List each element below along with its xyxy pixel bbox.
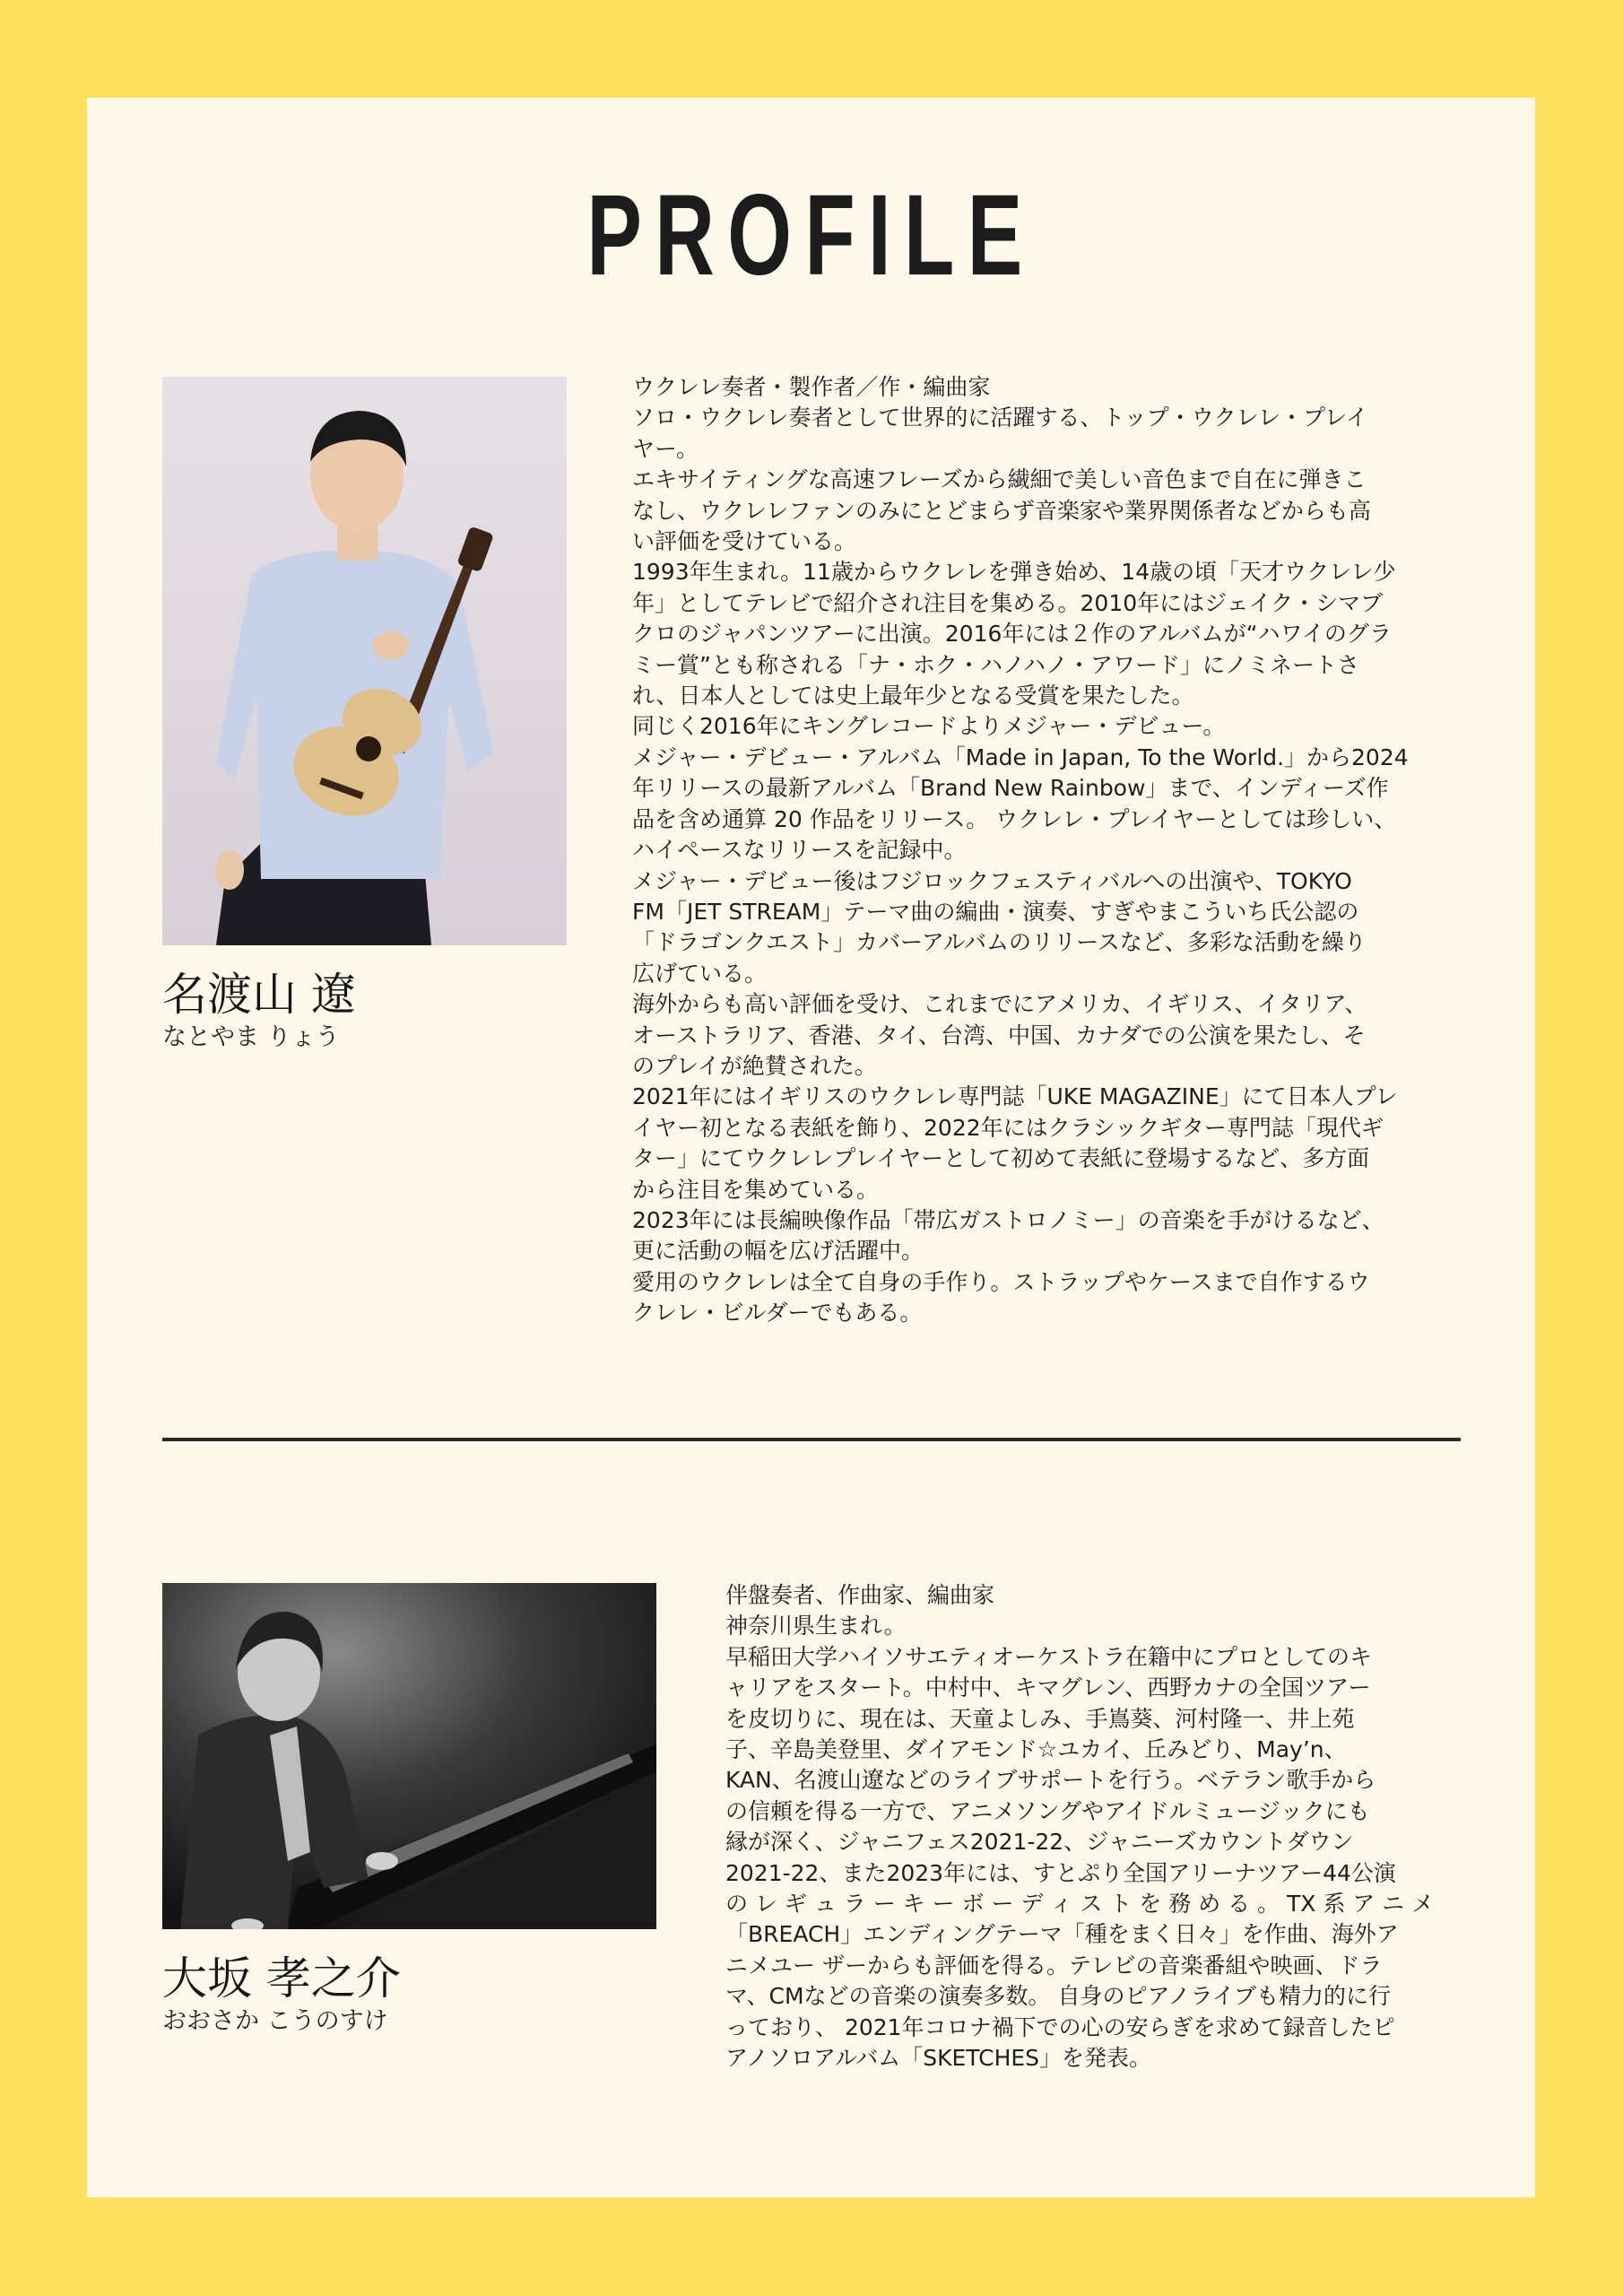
bio-line: ハイペースなリリースを記録中。	[632, 837, 967, 864]
bio-line: 海外からも高い評価を受け、これまでにアメリカ、イギリス、イタリア、	[632, 991, 1367, 1018]
bio-line: っており、 2021年コロナ禍下での心の安らぎを求めて録音したピ	[725, 2013, 1395, 2040]
bio-line: 2021-22、また2023年には、すとぷり全国アリーナツアー44公演	[725, 1859, 1396, 1886]
bio-line: 「ドラゴンクエスト」カバーアルバムのリリースなど、多彩な活動を繰り	[632, 929, 1367, 956]
bio-line: FM「JET STREAM」テーマ曲の編曲・演奏、すぎやまこういち氏公認の	[632, 898, 1359, 925]
page-title: PROFILE	[586, 171, 1036, 300]
bio-line: れ、日本人としては史上最年少となる受賞を果たした。	[632, 683, 1194, 709]
profile-kana: なとやま りょう	[162, 1023, 340, 1051]
profile-kana: おおさか こうのすけ	[162, 2007, 388, 2035]
bio-line: の信頼を得る一方で、アニメソングやアイドルミュージックにも	[725, 1797, 1370, 1824]
bio-line: ソロ・ウクレレ奏者として世界的に活躍する、トップ・ウクレレ・プレイ	[632, 404, 1368, 431]
bio-line: を皮切りに、現在は、天童よしみ、手嶌葵、河村隆一、井上苑	[725, 1705, 1355, 1732]
bio-line: 広げている。	[632, 960, 768, 987]
bio-line: のプレイが絶賛された。	[632, 1052, 877, 1079]
bio-line: アノソロアルバム「SKETCHES」を発表。	[725, 2045, 1152, 2072]
bio-line: の レ ギ ュ ラ ー キ ー ボ ー デ ィ ス ト を 務 め る 。 TX 系 ア ニ メ	[725, 1891, 1435, 1918]
bio-line: ウクレレ奏者・製作者／作・編曲家	[632, 374, 991, 400]
bio-line: メジャー・デビュー後はフジロックフェスティバルへの出演や、TOKYO	[632, 867, 1352, 894]
bio-line: ミー賞”とも称される「ナ・ホク・ハノハノ・アワード」にノミネートさ	[632, 651, 1359, 678]
bio-line: マ、CMなどの音楽の演奏多数。 自身のピアノライブも精力的に行	[725, 1983, 1391, 2010]
bio-line: 年」としてテレビで紹介され注目を集める。2010年にはジェイク・シマブ	[632, 589, 1384, 616]
bio-line: 1993年生まれ。11歳からウクレレを弾き始め、14歳の頃「天才ウクレレ少	[632, 559, 1396, 586]
bio-line: 神奈川県生まれ。	[725, 1613, 907, 1639]
bio-line: クロのジャパンツアーに出演。2016年には２作のアルバムが“ハワイのグラ	[632, 621, 1392, 648]
ukulele-player-photo	[162, 377, 567, 945]
bio-line: 品を含め通算 20 作品をリリース。 ウクレレ・プレイヤーとしては珍しい、	[632, 805, 1397, 832]
profile-bio	[725, 1580, 1550, 2074]
pianist-photo	[162, 1583, 656, 1929]
bio-line: 同じく2016年にキングレコードよりメジャー・デビュー。	[632, 713, 1226, 740]
profile-bio	[632, 372, 1551, 1329]
bio-line: 更に活動の幅を広げ活躍中。	[632, 1238, 924, 1265]
bio-line: 子、辛島美登里、ダイアモンド☆ユカイ、丘みどり、May’n、	[725, 1736, 1347, 1763]
bio-line: ター」にてウクレレプレイヤーとして初めて表紙に登場するなど、多方面	[632, 1145, 1370, 1172]
bio-line: 早稲田大学ハイソサエティオーケストラ在籍中にプロとしてのキ	[725, 1643, 1373, 1670]
bio-line: クレレ・ビルダーでもある。	[632, 1300, 923, 1326]
bio-line: 2021年にはイギリスのウクレレ専門誌「UKE MAGAZINE」にて日本人プレ	[632, 1083, 1398, 1110]
bio-line: から注目を集めている。	[632, 1176, 880, 1203]
bio-line: 2023年には長編映像作品「帯広ガストロノミー」の音楽を手がけるなど、	[632, 1206, 1384, 1233]
bio-line: メジャー・デビュー・アルバム「Made in Japan, To the World.」から2024	[632, 744, 1409, 770]
profile-name: 名渡山 遼	[162, 969, 356, 1021]
bio-line: オーストラリア、香港、タイ、台湾、中国、カナダでの公演を果たし、そ	[632, 1022, 1366, 1048]
bio-line: エキサイティングな高速フレーズから繊細で美しい音色まで自在に弾きこ	[632, 466, 1367, 493]
bio-line: い評価を受けている。	[632, 528, 857, 555]
bio-line: 「BREACH」エンディングテーマ「種をまく日々」を作曲、海外ア	[725, 1921, 1399, 1948]
profile-card	[87, 98, 1535, 2197]
bio-line: イヤー初となる表紙を飾り、2022年にはクラシックギター専門誌「現代ギ	[632, 1114, 1384, 1141]
bio-line: 伴盤奏者、作曲家、編曲家	[725, 1582, 995, 1608]
bio-line: 縁が深く、ジャニフェス2021-22、ジャニーズカウントダウン	[725, 1829, 1354, 1856]
bio-line: KAN、名渡山遼などのライブサポートを行う。ベテラン歌手から	[725, 1767, 1376, 1794]
bio-line: ャリアをスタート。中村中、キマグレン、西野カナの全国ツアー	[725, 1674, 1371, 1701]
bio-line: 愛用のウクレレは全て自身の手作り。ストラップやケースまで自作するウ	[632, 1268, 1370, 1295]
profile-name: 大坂 孝之介	[162, 1952, 401, 2005]
section-divider	[162, 1438, 1461, 1441]
bio-line: ヤー。	[632, 435, 699, 462]
bio-line: 年リリースの最新アルバム「Brand New Rainbow」まで、インディーズ作	[632, 775, 1389, 802]
bio-line: なし、ウクレレファンのみにとどまらず音楽家や業界関係者などからも高	[632, 497, 1371, 524]
bio-line: ニメユー ザーからも評価を得る。テレビの音楽番組や映画、ドラ	[725, 1952, 1383, 1979]
